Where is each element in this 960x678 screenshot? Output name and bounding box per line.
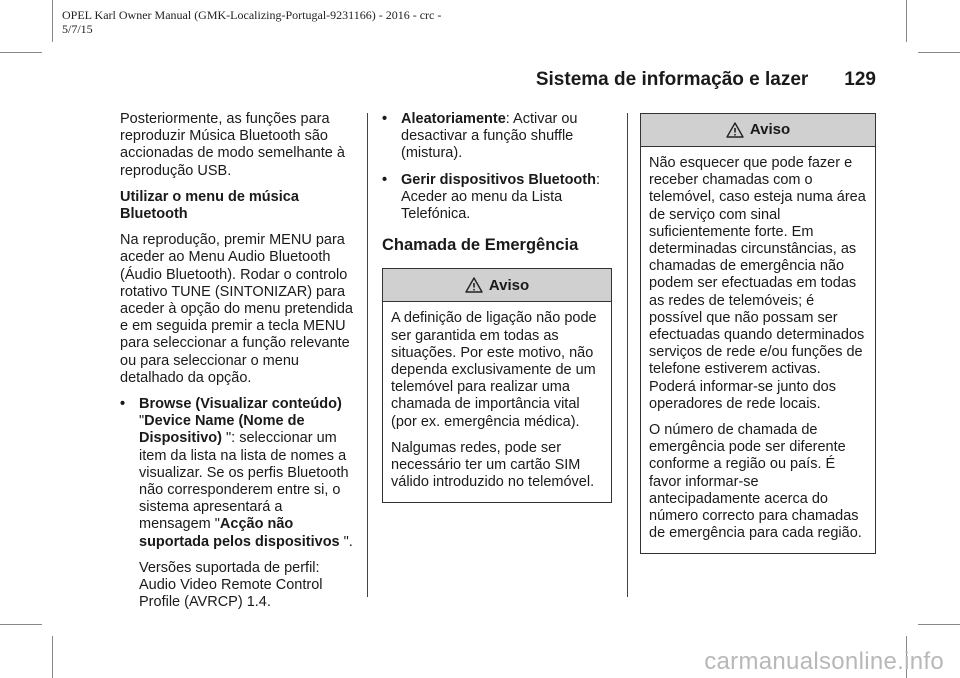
crop-mark (918, 52, 960, 53)
notice-header (383, 269, 611, 302)
column-right (640, 113, 876, 554)
section-name: Sistema de informação e lazer (535, 69, 809, 90)
page-number: 129 (844, 69, 876, 90)
list-item-text (401, 111, 612, 163)
notice-title: Aviso (749, 121, 791, 139)
notice-paragraph: Nalgumas redes, pode ser necessário ter um cartão SIM válido introduzido no telemóvel. (391, 439, 595, 491)
subheading: Utilizar o menu de música Bluetooth (120, 188, 299, 223)
quote: " (139, 413, 145, 430)
warning-icon (726, 122, 744, 138)
term: Browse (Visualizar conteúdo) (139, 396, 342, 413)
crop-mark (52, 636, 53, 678)
crop-mark (918, 624, 960, 625)
column-middle (382, 111, 612, 503)
description: ": seleccionar um item da lista na lista de nomes a visualizar. Se os perfis Bluetooth não corresponderem entre si, o sistema apresentará a mensagem " (139, 430, 349, 533)
list-item (120, 396, 355, 551)
term: Gerir dispositivos Bluetooth (401, 171, 596, 188)
notice-paragraph: Não esquecer que pode fazer e receber chamadas com o telemóvel, caso esteja numa área de serviço com sinal suficientemente forte. Em determinadas circunstâncias, as chamadas de emergência não podem ser efectuadas em todas as redes de telemóveis; é possível que não possam ser efectuadas quando determinados serviços de rede e/ou funções de telefone estiverem activas. Poderá informar-se junto dos operadores de rede locais. (649, 155, 866, 412)
header-line-1: OPEL Karl Owner Manual (GMK-Localizing-Portugal-9231166) - 2016 - crc - (62, 8, 442, 22)
header-line-2: 5/7/15 (62, 22, 93, 36)
paragraph: Na reprodução, premir MENU para aceder ao Menu Audio Bluetooth (Áudio Bluetooth). Rodar o controlo rotativo TUNE (SINTONIZAR) para aceder à opção do menu pretendida e em seguida premir a tecla MENU para seleccionar a função relevante ou para seleccionar o menu detalhado da opção. (120, 232, 353, 386)
list-item (382, 172, 612, 224)
description-end: ". (339, 533, 353, 550)
message: Acção não suportada pelos dispositivos (139, 516, 340, 550)
column-divider (627, 113, 628, 597)
warning-icon (465, 277, 483, 293)
description: : Activar ou desactivar a função shuffle (mistura). (401, 111, 578, 162)
document-header (62, 8, 441, 36)
page-heading (536, 69, 876, 91)
list-item-text (139, 396, 355, 551)
notice-box (382, 268, 612, 503)
list-item-text (401, 172, 612, 224)
notice-paragraph: A definição de ligação não pode ser garantida em todas as situações. Por este motivo, não dependa exclusivamente de um telemóvel para realizar uma chamada de importância vital (por ex. emergência médica). (391, 310, 597, 430)
bullet-marker: • (382, 111, 388, 127)
column-divider (367, 113, 368, 597)
crop-mark (0, 624, 42, 625)
paragraph: Posteriormente, as funções para reproduzir Música Bluetooth são accionadas de modo semelhante à reprodução USB. (120, 111, 345, 179)
notice-title: Aviso (488, 276, 530, 294)
notice-header (641, 114, 875, 147)
notice-box (640, 113, 876, 554)
notice-paragraph: O número de chamada de emergência pode ser diferente conforme a região ou país. É favor informar-se antecipadamente acerca do número correcto para chamadas de emergência para cada região. (649, 422, 862, 542)
column-left (120, 111, 355, 620)
description: : Aceder ao menu da Lista Telefónica. (401, 171, 600, 223)
notice-body (641, 147, 875, 553)
paragraph: Versões suportada de perfil: Audio Video Remote Control Profile (AVRCP) 1.4. (139, 559, 323, 611)
term: Aleatoriamente (401, 111, 506, 127)
crop-mark (906, 0, 907, 42)
list-item (382, 111, 612, 163)
term: Device Name (Nome de Dispositivo) (139, 413, 305, 447)
crop-mark (52, 0, 53, 42)
crop-mark (0, 52, 42, 53)
watermark: carmanualsonline.info (704, 648, 944, 675)
notice-body (383, 302, 611, 502)
section-title: Chamada de Emergência (382, 236, 579, 255)
bullet-marker: • (120, 396, 126, 413)
bullet-marker: • (382, 171, 388, 188)
